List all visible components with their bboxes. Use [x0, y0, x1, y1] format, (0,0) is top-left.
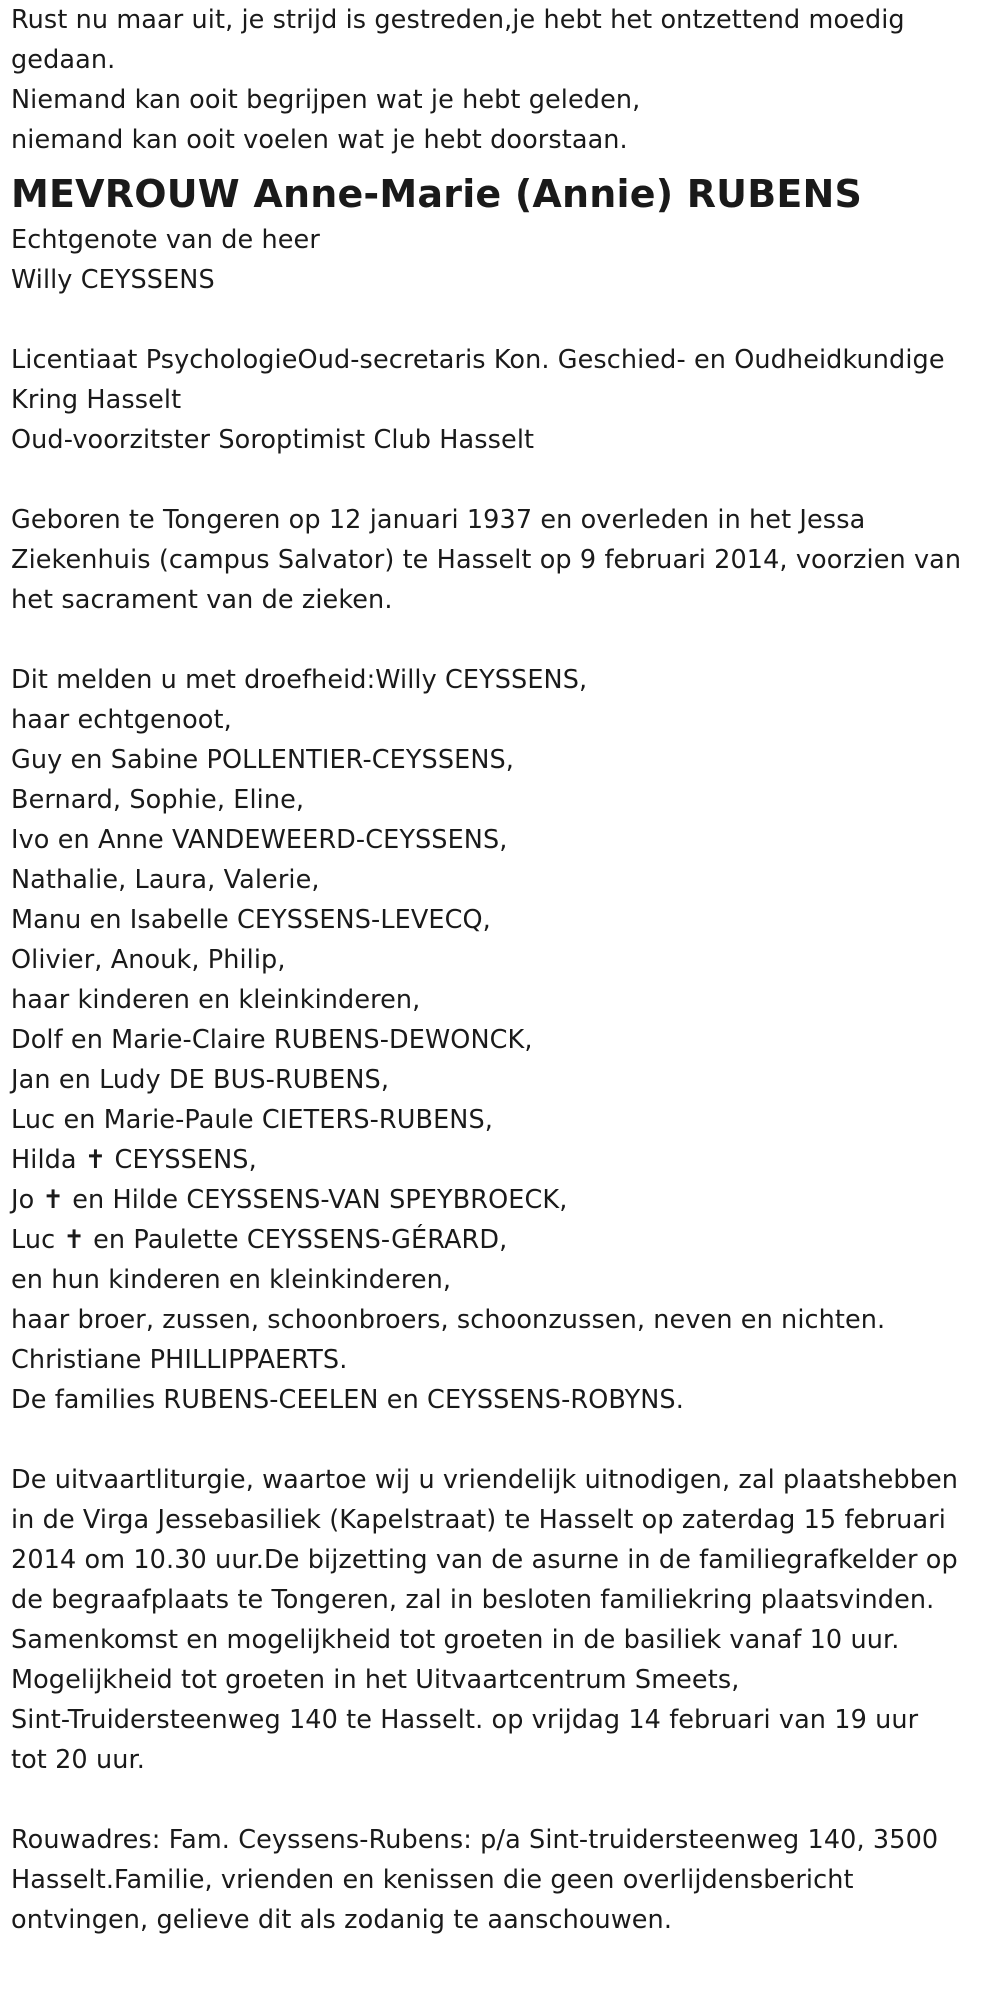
funeral-line: in de Virga Jessebasiliek (Kapelstraat) te Hasselt op zaterdag 15 februari	[11, 1505, 946, 1535]
poem-section	[11, 0, 996, 160]
funeral-line: Mogelijkheid tot groeten in het Uitvaartcentrum Smeets,	[11, 1665, 740, 1695]
family-line: Luc ✝ en Paulette CEYSSENS-GÉRARD,	[11, 1225, 508, 1255]
funeral-line: tot 20 uur.	[11, 1745, 145, 1775]
family-line: Ivo en Anne VANDEWEERD-CEYSSENS,	[11, 825, 508, 855]
deceased-name-heading: MEVROUW Anne-Marie (Annie) RUBENS	[11, 172, 863, 216]
titles-line: Licentiaat PsychologieOud-secretaris Kon. Geschied- en Oudheidkundige	[11, 345, 945, 375]
funeral-section	[11, 1460, 996, 1780]
birth-death-section	[11, 500, 996, 620]
poem-line: gedaan.	[11, 45, 116, 75]
family-line: haar kinderen en kleinkinderen,	[11, 985, 421, 1015]
obituary-notice	[11, 0, 996, 1940]
funeral-line: Samenkomst en mogelijkheid tot groeten in de basiliek vanaf 10 uur.	[11, 1625, 900, 1655]
family-line: Olivier, Anouk, Philip,	[11, 945, 286, 975]
funeral-line: de begraafplaats te Tongeren, zal in besloten familiekring plaatsvinden.	[11, 1585, 935, 1615]
address-line: Rouwadres: Fam. Ceyssens-Rubens: p/a Sint-truidersteenweg 140, 3500	[11, 1825, 939, 1855]
family-line: Bernard, Sophie, Eline,	[11, 785, 305, 815]
address-line: ontvingen, gelieve dit als zodanig te aanschouwen.	[11, 1905, 673, 1935]
paragraph-spacer	[11, 300, 996, 340]
family-line: Jan en Ludy DE BUS-RUBENS,	[11, 1065, 390, 1095]
family-line: De families RUBENS-CEELEN en CEYSSENS-ROBYNS.	[11, 1385, 684, 1415]
poem-line: Rust nu maar uit, je strijd is gestreden,je hebt het ontzettend moedig	[11, 5, 905, 35]
family-line: haar echtgenoot,	[11, 705, 232, 735]
address-line: Hasselt.Familie, vrienden en kenissen die geen overlijdensbericht	[11, 1865, 854, 1895]
family-line: en hun kinderen en kleinkinderen,	[11, 1265, 452, 1295]
family-line: Christiane PHILLIPPAERTS.	[11, 1345, 348, 1375]
paragraph-spacer	[11, 460, 996, 500]
spouse-line: Echtgenote van de heer	[11, 225, 320, 255]
poem-line: niemand kan ooit voelen wat je hebt doorstaan.	[11, 125, 628, 155]
family-line: Dolf en Marie-Claire RUBENS-DEWONCK,	[11, 1025, 533, 1055]
birth-death-line: Ziekenhuis (campus Salvator) te Hasselt op 9 februari 2014, voorzien van	[11, 545, 962, 575]
spouse-line: Willy CEYSSENS	[11, 265, 215, 295]
spouse-section	[11, 220, 996, 300]
paragraph-spacer	[11, 1780, 996, 1820]
family-line: Manu en Isabelle CEYSSENS-LEVECQ,	[11, 905, 491, 935]
paragraph-spacer	[11, 620, 996, 660]
family-line: Guy en Sabine POLLENTIER-CEYSSENS,	[11, 745, 515, 775]
titles-line: Kring Hasselt	[11, 385, 182, 415]
family-line: Luc en Marie-Paule CIETERS-RUBENS,	[11, 1105, 493, 1135]
poem-line: Niemand kan ooit begrijpen wat je hebt geleden,	[11, 85, 641, 115]
titles-section	[11, 340, 996, 460]
family-line: Dit melden u met droefheid:Willy CEYSSENS,	[11, 665, 588, 695]
funeral-line: De uitvaartliturgie, waartoe wij u vriendelijk uitnodigen, zal plaatshebben	[11, 1465, 959, 1495]
birth-death-line: Geboren te Tongeren op 12 januari 1937 en overleden in het Jessa	[11, 505, 866, 535]
address-section	[11, 1820, 996, 1940]
family-section	[11, 660, 996, 1420]
family-line: haar broer, zussen, schoonbroers, schoonzussen, neven en nichten.	[11, 1305, 886, 1335]
birth-death-line: het sacrament van de zieken.	[11, 585, 393, 615]
paragraph-spacer	[11, 1420, 996, 1460]
titles-line: Oud-voorzitster Soroptimist Club Hasselt	[11, 425, 535, 455]
family-line: Nathalie, Laura, Valerie,	[11, 865, 320, 895]
family-line: Jo ✝ en Hilde CEYSSENS-VAN SPEYBROECK,	[11, 1185, 568, 1215]
funeral-line: 2014 om 10.30 uur.De bijzetting van de asurne in de familiegrafkelder op	[11, 1545, 958, 1575]
family-line: Hilda ✝ CEYSSENS,	[11, 1145, 257, 1175]
funeral-line: Sint-Truidersteenweg 140 te Hasselt. op vrijdag 14 februari van 19 uur	[11, 1705, 919, 1735]
